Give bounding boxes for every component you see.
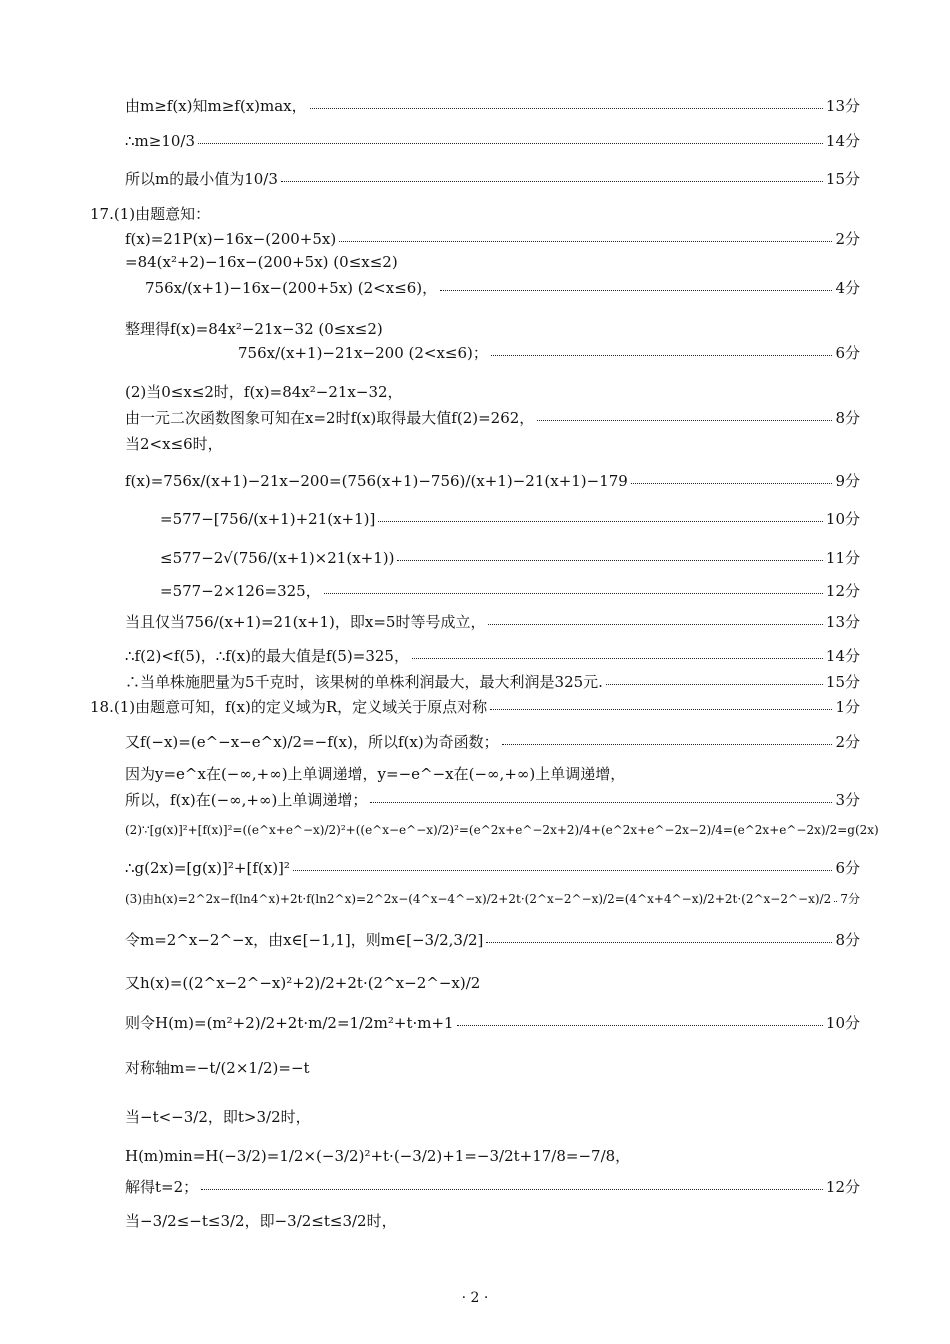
line-text: 又f(−x)=(e^−x−e^x)/2=−f(x)，所以f(x)为奇函数； <box>125 733 499 751</box>
problem-heading <box>90 696 860 717</box>
solution-line <box>125 470 860 491</box>
solution-line <box>125 433 223 454</box>
solution-line <box>125 1106 311 1127</box>
solution-line <box>125 645 860 666</box>
score-label: 4分 <box>835 279 860 297</box>
line-text: 756x/(x+1)−21x−200 (2<x≤6)； <box>238 344 488 362</box>
line-text: 当且仅当756/(x+1)=21(x+1)，即x=5时等号成立， <box>125 613 486 631</box>
score-label: 3分 <box>835 791 860 809</box>
solution-line <box>125 857 860 878</box>
solution-line <box>125 1176 860 1197</box>
score-label: 13分 <box>825 97 860 115</box>
line-text: f(x)=21P(x)−16x−(200+5x) <box>125 229 337 248</box>
score-label: 12分 <box>825 1178 860 1196</box>
line-text: =84(x²+2)−16x−(200+5x) (0≤x≤2) <box>125 253 398 271</box>
line-text: 当−3/2≤−t≤3/2，即−3/2≤t≤3/2时， <box>125 1212 397 1230</box>
solution-line <box>125 168 860 189</box>
score-label: 12分 <box>825 582 860 600</box>
score-label: 14分 <box>825 132 860 150</box>
score-label: 14分 <box>825 647 860 665</box>
score-label: 8分 <box>835 931 860 949</box>
solution-line <box>238 342 860 363</box>
solution-line <box>125 763 625 784</box>
score-label: 1分 <box>835 698 860 716</box>
line-text: =577−2×126=325， <box>160 582 321 600</box>
solution-line <box>125 611 860 632</box>
line-text: 756x/(x+1)−16x−(200+5x) (2<x≤6)， <box>145 279 438 297</box>
line-text: 由m≥f(x)知m≥f(x)max， <box>125 97 307 115</box>
solution-line <box>125 95 860 116</box>
line-text: 因为y=e^x在(−∞,+∞)上单调递增，y=−e^−x在(−∞,+∞)上单调递增， <box>125 765 626 783</box>
line-text: 对称轴m=−t/(2×1/2)=−t <box>125 1059 310 1077</box>
problem-heading <box>90 203 210 224</box>
solution-line <box>125 823 879 837</box>
score-label: 10分 <box>825 1014 860 1032</box>
line-text: 18.(1)由题意可知，f(x)的定义域为R，定义域关于原点对称 <box>90 698 488 716</box>
page-number: · 2 · <box>461 1290 489 1306</box>
score-label: 7分 <box>840 892 860 906</box>
solution-line <box>125 929 860 950</box>
solution-line <box>125 1057 310 1078</box>
solution-line <box>125 253 398 271</box>
line-text: 则令H(m)=(m²+2)/2+2t·m/2=1/2m²+t·m+1 <box>125 1014 454 1032</box>
line-text: (2)∵[g(x)]²+[f(x)]²=((e^x+e^−x)/2)²+((e^x−e^−x)/2)²=(e^2x+e^−2x+2)/4+(e^2x+e^−2x−2)/4=(e^2x+e^−2x)/2=g(2x) <box>125 823 879 837</box>
score-label: 15分 <box>825 170 860 188</box>
score-label: 15分 <box>825 673 860 691</box>
solution-line <box>125 972 480 993</box>
line-text: 又h(x)=((2^x−2^−x)²+2)/2+2t·(2^x−2^−x)/2 <box>125 974 481 992</box>
line-text: 由一元二次函数图象可知在x=2时f(x)取得最大值f(2)=262， <box>125 409 535 427</box>
solution-line <box>125 789 860 810</box>
line-text: 令m=2^x−2^−x，由x∈[−1,1]，则m∈[−3/2,3/2] <box>125 931 484 949</box>
score-label: 11分 <box>825 549 860 567</box>
line-text: ∴f(2)<f(5)，∴f(x)的最大值是f(5)=325， <box>125 647 409 665</box>
line-text: 整理得f(x)=84x²−21x−32 (0≤x≤2) <box>125 320 383 338</box>
line-text: =577−[756/(x+1)+21(x+1)] <box>160 509 376 528</box>
line-text: 当−t<−3/2，即t>3/2时， <box>125 1108 311 1126</box>
solution-line <box>160 547 860 568</box>
solution-line <box>125 671 860 692</box>
line-text: 所以，f(x)在(−∞,+∞)上单调递增； <box>125 791 368 809</box>
line-text: ∴g(2x)=[g(x)]²+[f(x)]² <box>125 858 290 877</box>
solution-line <box>125 890 860 907</box>
line-text: ∴当单株施肥量为5千克时，该果树的单株利润最大，最大利润是325元. <box>125 673 603 691</box>
solution-line <box>125 1012 860 1033</box>
solution-line <box>160 508 860 529</box>
solution-line <box>160 580 860 601</box>
score-label: 6分 <box>835 344 860 362</box>
line-text: (2)当0≤x≤2时，f(x)=84x²−21x−32， <box>125 383 403 401</box>
score-label: 8分 <box>835 409 860 427</box>
solution-line <box>125 130 860 151</box>
score-label: 2分 <box>835 733 860 751</box>
solution-line <box>125 228 860 249</box>
solution-line <box>125 731 860 752</box>
line-text: (3)由h(x)=2^2x−f(ln4^x)+2t·f(ln2^x)=2^2x−(4^x−4^−x)/2+2t·(2^x−2^−x)/2=(4^x+4^−x)/2+2t·(2^x−2^−x)/2 <box>125 892 832 906</box>
score-label: 13分 <box>825 613 860 631</box>
score-label: 2分 <box>835 230 860 248</box>
line-text: 17.(1)由题意知： <box>90 205 211 223</box>
score-label: 10分 <box>825 510 860 528</box>
score-label: 6分 <box>835 859 860 877</box>
line-text: 所以m的最小值为10/3 <box>125 170 278 188</box>
solution-line <box>125 407 860 428</box>
solution-line <box>125 381 403 402</box>
line-text: f(x)=756x/(x+1)−21x−200=(756(x+1)−756)/(x+1)−21(x+1)−179 <box>125 471 628 490</box>
line-text: ≤577−2√(756/(x+1)×21(x+1)) <box>160 548 395 567</box>
line-text: ∴m≥10/3 <box>125 131 196 150</box>
score-label: 9分 <box>835 472 860 490</box>
line-text: 当2<x≤6时， <box>125 435 223 453</box>
line-text: H(m)min=H(−3/2)=1/2×(−3/2)²+t·(−3/2)+1=−3/2t+17/8=−7/8， <box>125 1147 631 1165</box>
solution-line <box>125 318 383 339</box>
line-text: 解得t=2； <box>125 1178 199 1196</box>
solution-line <box>125 1145 630 1166</box>
solution-line <box>125 1210 397 1231</box>
solution-line <box>145 277 860 298</box>
